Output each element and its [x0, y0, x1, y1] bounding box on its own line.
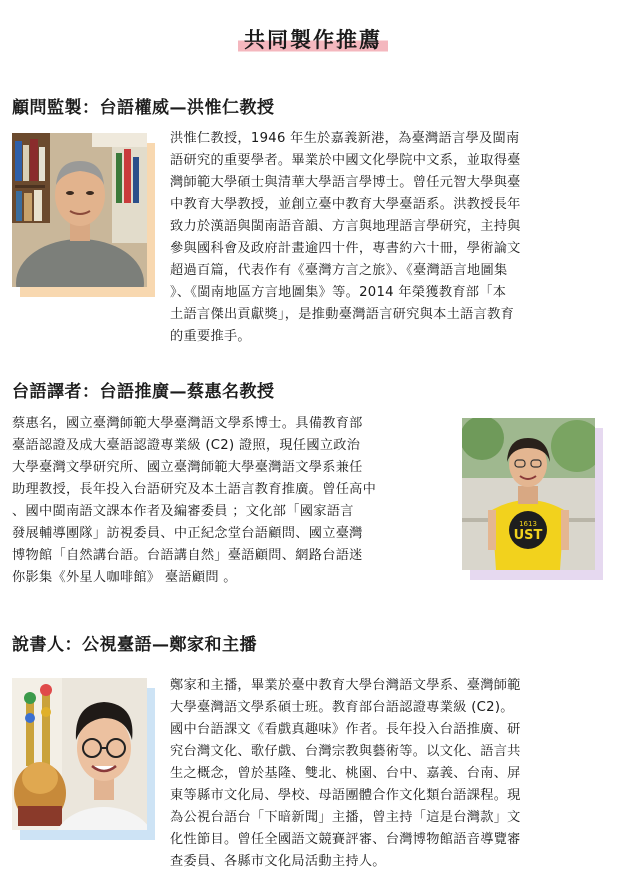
narrator-photo: [12, 678, 147, 830]
translator-photo: [462, 418, 595, 570]
advisor-photo: [12, 133, 147, 287]
portrait-photo-icon: [462, 418, 595, 570]
translator-bio: 蔡惠名，國立臺灣師範大學臺灣語文學系博士。具備教育部 臺語認證及成大臺語認證專業級 (C2) 證照，現任國立政治 大學臺灣文學研究所、國立臺灣師範大學臺灣語文學系兼任 助理教授，長年投入台語研究及本土語言教育推廣。曾任高中 、國中閩南語文課本作者及編審委員 ；文化部「國家語言 發展輔導團隊」訪視委員、中正紀念堂台語顧問、國立臺灣 博物館「自然講台語。台語講自然」臺語顧問、網路台語迷 你影集《外星人咖啡館》 臺語顧問 。: [12, 416, 377, 585]
shirt-logo: 1613: [519, 520, 537, 528]
section-heading-translator: 台語譯者：台語推廣—蔡惠名教授: [12, 382, 275, 402]
section-heading-advisor: 顧問監製：台語權威—洪惟仁教授: [12, 98, 275, 118]
portrait-photo-icon: [12, 678, 147, 830]
page-title-text: 共同製作推薦: [238, 24, 388, 54]
narrator-bio: 鄭家和主播，畢業於臺中教育大學台灣語文學系、臺灣師範 大學臺灣語文學系碩士班。教育部台語認證專業級 (C2)。 國中台語課文《看戲真趣味》作者。長年投入台語推廣、研 究台灣文化、歌仔戲、台灣宗教與藝術等。以文化、語言共 生之概念，曾於基隆、雙北、桃園、台中、嘉義、台南、屏 東等縣市文化局、學校、母語團體合作文化類台語課程。現 為公視台語台「下暗新聞」主播，曾主持「這是台灣款」文 化性節目。曾任全國語文競賽評審、台灣博物館語音導覽審 查委員、各縣市文化局活動主持人。: [170, 678, 521, 869]
section-heading-narrator: 說書人：公視臺語—鄭家和主播: [12, 635, 257, 655]
page-title: [0, 24, 626, 54]
advisor-bio: 洪惟仁教授，1946 年生於嘉義新港，為臺灣語言學及閩南 語研究的重要學者。畢業於中國文化學院中文系，並取得臺 灣師範大學碩士與清華大學語言學博士。曾任元智大學與臺 中教育大學教授，並創立臺中教育大學臺語系。洪教授長年 致力於漢語與閩南語音韻、方言與地理語言學研究，主持與 參與國科會及政府計畫逾四十件，專書約六十冊，學術論文 超過百篇，代表作有《臺灣方言之旅》、《臺灣語言地圖集 》、《閩南地區方言地圖集》等。2014 年榮獲教育部「本 土語言傑出貢獻獎」，是推動臺灣語言研究與本土語言教育 的重要推手。: [170, 131, 521, 344]
portrait-photo-icon: [12, 133, 147, 287]
shirt-logo: UST: [513, 528, 543, 543]
